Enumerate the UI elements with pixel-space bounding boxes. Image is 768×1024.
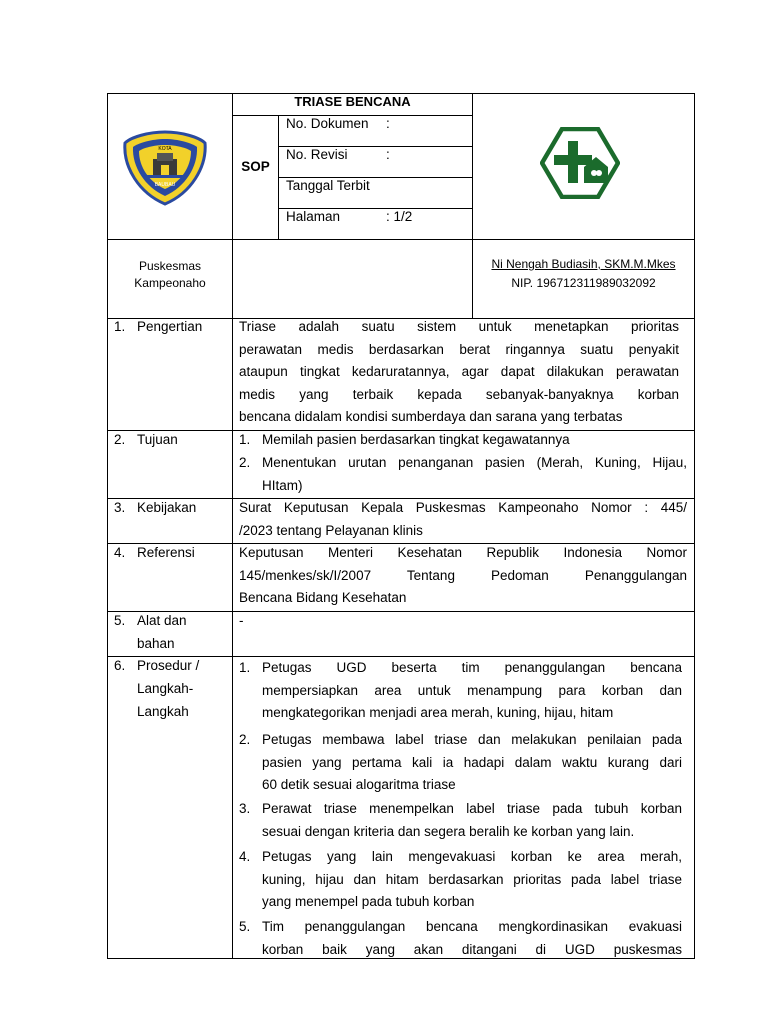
section-4-number: 4. xyxy=(114,545,126,560)
body-column-divider xyxy=(232,318,233,959)
table-border-left xyxy=(107,93,108,959)
field-no-revisi-value: : xyxy=(386,147,390,162)
prosedur-item-2 xyxy=(262,729,682,797)
prosedur-line: Petugas yang lain mengevakuasi korban ke area merah, xyxy=(262,849,682,864)
section-1-number: 1. xyxy=(114,319,126,334)
tujuan-item-1-number: 1. xyxy=(239,432,251,447)
prosedur-line: yang menempel pada tubuh korban xyxy=(262,894,475,909)
prosedur-item-4-number: 4. xyxy=(239,849,251,864)
alat-value: - xyxy=(239,613,244,628)
prosedur-line: mempersiapkan area untuk menampung para korban dan xyxy=(262,682,682,698)
pengertian-line: Triase adalah suatu sistem untuk menetapkan prioritas xyxy=(239,319,679,334)
field-no-revisi-label: No. Revisi xyxy=(286,147,348,162)
field-halaman-value: : 1/2 xyxy=(386,209,413,224)
referensi-line: Bencana Bidang Kesehatan xyxy=(239,590,407,605)
section-5-label-line-2: bahan xyxy=(137,636,175,651)
prosedur-line: 60 detik sesuai alogaritma triase xyxy=(262,777,456,792)
tujuan-item-line: Memilah pasien berdasarkan tingkat kegawatannya xyxy=(262,432,570,447)
tujuan-item-2 xyxy=(262,452,687,497)
prosedur-item-4 xyxy=(262,846,682,914)
header-row-separator xyxy=(107,239,695,240)
referensi-line: Keputusan Menteri Kesehatan Republik Indonesia Nomor xyxy=(239,545,687,560)
puskesmas-logo xyxy=(540,127,620,199)
kebijakan-line: /2023 tentang Pelayanan klinis xyxy=(239,522,423,538)
prosedur-item-5-number: 5. xyxy=(239,919,251,934)
field-no-dokumen-label: No. Dokumen xyxy=(286,116,369,131)
prosedur-item-3-number: 3. xyxy=(239,801,251,816)
prosedur-item-1-number: 1. xyxy=(239,660,251,675)
organization-name xyxy=(108,258,232,292)
tujuan-item-2-number: 2. xyxy=(239,455,251,470)
prosedur-line: Tim penanggulangan bencana mengkordinasikan evakuasi xyxy=(262,919,682,934)
section-6-label-line-3: Langkah xyxy=(137,704,189,719)
org-line-2: Kampeonaho xyxy=(134,276,206,290)
pengertian-line: medis yang terbaik kepada sebanyak-banyaknya korban xyxy=(239,386,679,402)
section-5-number: 5. xyxy=(114,613,126,628)
signer-nip: NIP. 196712311989032092 xyxy=(511,276,656,290)
section-2-number: 2. xyxy=(114,432,126,447)
document-title: TRIASE BENCANA xyxy=(294,94,411,109)
section-6-label-line-1: Prosedur / xyxy=(137,658,200,673)
city-logo xyxy=(121,129,209,207)
section-6-number: 6. xyxy=(114,658,126,673)
kebijakan-paragraph xyxy=(239,497,687,542)
prosedur-item-3 xyxy=(262,798,682,843)
section-4-label: Referensi xyxy=(137,545,195,560)
kebijakan-line: Surat Keputusan Kepala Puskesmas Kampeonaho Nomor : 445/ xyxy=(239,500,687,515)
referensi-line: 145/menkes/sk/I/2007 Tentang Pedoman Penanggulangan xyxy=(239,567,687,583)
section-3-number: 3. xyxy=(114,500,126,515)
section-1-label: Pengertian xyxy=(137,319,203,334)
prosedur-line: sesuai dengan kriteria dan segera beralih ke korban yang lain. xyxy=(262,823,635,839)
prosedur-line: mengkategorikan menjadi area merah, kuning, hijau, hitam xyxy=(262,705,614,720)
prosedur-line: Petugas membawa label triase dan melakukan penilaian pada xyxy=(262,732,682,747)
tujuan-item-1 xyxy=(262,429,687,452)
section-2-label: Tujuan xyxy=(137,432,178,447)
prosedur-item-5 xyxy=(262,916,682,961)
pengertian-paragraph xyxy=(239,316,679,429)
prosedur-line: pasien yang pertama kali ia hadapi dalam waktu kurang dari xyxy=(262,754,682,770)
pengertian-line: bencana didalam kondisi sumberdaya dan sarana yang terbatas xyxy=(239,409,623,424)
field-tanggal-terbit-label: Tanggal Terbit xyxy=(286,178,370,193)
sop-label: SOP xyxy=(241,159,270,174)
prosedur-item-1 xyxy=(262,657,682,725)
referensi-paragraph xyxy=(239,542,687,610)
org-line-1: Puskesmas xyxy=(138,259,202,273)
signer-name: Ni Nengah Budiasih, SKM.M.Mkes xyxy=(491,257,676,271)
logo-text-bottom: BAUBAU xyxy=(154,182,176,188)
section-5-label-line-1: Alat dan xyxy=(137,613,187,628)
field-no-dokumen-value: : xyxy=(386,116,390,131)
pengertian-line: ataupun tingkat kedaruratannya, agar dapat dilakukan perawatan xyxy=(239,364,679,379)
prosedur-line: korban baik yang akan ditangani di UGD puskesmas xyxy=(262,941,682,957)
row-separator-4 xyxy=(107,611,695,612)
tujuan-item-line: Menentukan urutan penanganan pasien (Merah, Kuning, Hijau, xyxy=(262,455,687,470)
pengertian-line: perawatan medis berdasarkan berat ringannya suatu penyakit xyxy=(239,341,679,357)
table-border-right xyxy=(694,93,695,959)
tujuan-item-line: HItam) xyxy=(262,477,303,493)
section-6-label-line-2: Langkah- xyxy=(137,681,194,696)
section-3-label: Kebijakan xyxy=(137,500,197,515)
prosedur-line: kuning, hijau dan hitam berdasarkan prioritas pada label triase xyxy=(262,871,682,887)
prosedur-line: Petugas UGD beserta tim penanggulangan bencana xyxy=(262,660,682,675)
prosedur-item-2-number: 2. xyxy=(239,732,251,747)
field-halaman-label: Halaman xyxy=(286,209,341,224)
logo-text-top: KOTA xyxy=(158,146,172,152)
header-divider-1 xyxy=(232,93,233,319)
prosedur-line: Perawat triase menempelkan label triase pada tubuh korban xyxy=(262,801,682,816)
